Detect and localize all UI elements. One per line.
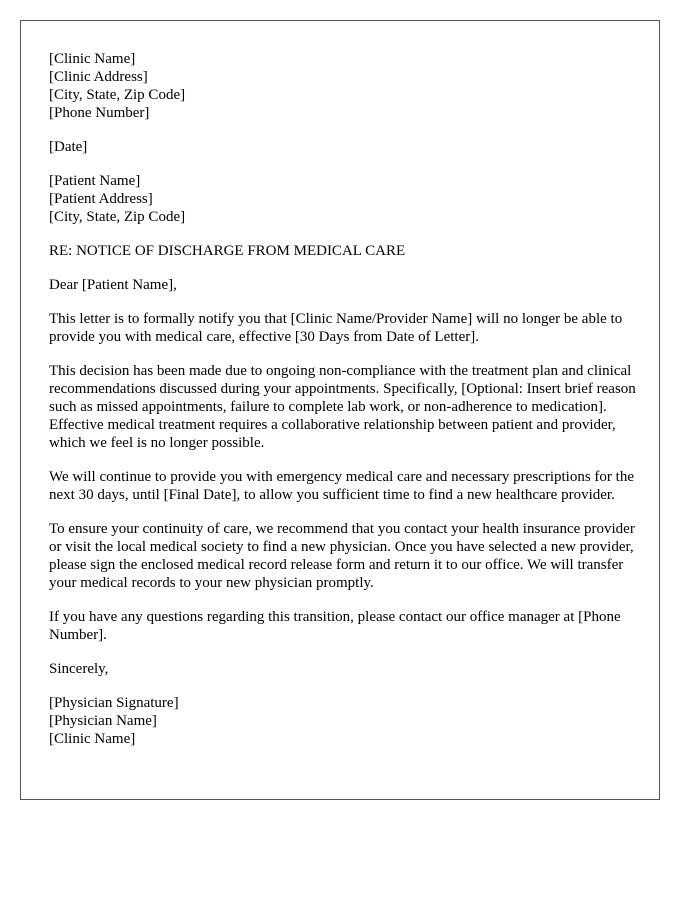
sender-address-block: [49, 50, 639, 122]
sender-city-state-zip: [City, State, Zip Code]: [49, 87, 186, 103]
salutation: Dear [Patient Name],: [49, 277, 177, 293]
letter-page: [20, 20, 660, 800]
signature-clinic-name: [Clinic Name]: [49, 731, 136, 747]
body-paragraph-1: This letter is to formally notify you that [Clinic Name/Provider Name] will no longer be able to provide you with medical care, effective [30 Days from Date of Letter].: [49, 311, 623, 345]
physician-signature: [Physician Signature]: [49, 695, 179, 711]
sender-phone: [Phone Number]: [49, 105, 150, 121]
subject-line: RE: NOTICE OF DISCHARGE FROM MEDICAL CARE: [49, 243, 406, 259]
recipient-address: [Patient Address]: [49, 191, 153, 207]
recipient-address-block: [49, 172, 639, 226]
closing: Sincerely,: [49, 661, 109, 677]
recipient-name: [Patient Name]: [49, 173, 141, 189]
physician-name: [Physician Name]: [49, 713, 157, 729]
body-paragraph-3: We will continue to provide you with emergency medical care and necessary prescriptions for the next 30 days, until [Final Date], to allow you sufficient time to find a new healthcare provider.: [49, 469, 634, 503]
body-paragraph-4: To ensure your continuity of care, we recommend that you contact your health insurance provider or visit the local medical society to find a new physician. Once you have selected a new provider, please sign the enclosed medical record release form and return it to our office. We will transfer your medical records to your new physician promptly.: [49, 521, 635, 591]
sender-clinic-name: [Clinic Name]: [49, 51, 136, 67]
letter-content: [49, 50, 639, 748]
sender-clinic-address: [Clinic Address]: [49, 69, 148, 85]
body-paragraph-2: This decision has been made due to ongoing non-compliance with the treatment plan and clinical recommendations discussed during your appointments. Specifically, [Optional: Insert brief reason such as missed appointments, failure to complete lab work, or non-adherence to medication]. Effective medical treatment requires a collaborative relationship between patient and provider, which we feel is no longer possible.: [49, 363, 636, 451]
date-block: [49, 138, 639, 156]
recipient-city-state-zip: [City, State, Zip Code]: [49, 209, 186, 225]
body-paragraph-5: If you have any questions regarding this transition, please contact our office manager at [Phone Number].: [49, 609, 621, 643]
signature-block: [49, 694, 639, 748]
letter-date: [Date]: [49, 139, 88, 155]
